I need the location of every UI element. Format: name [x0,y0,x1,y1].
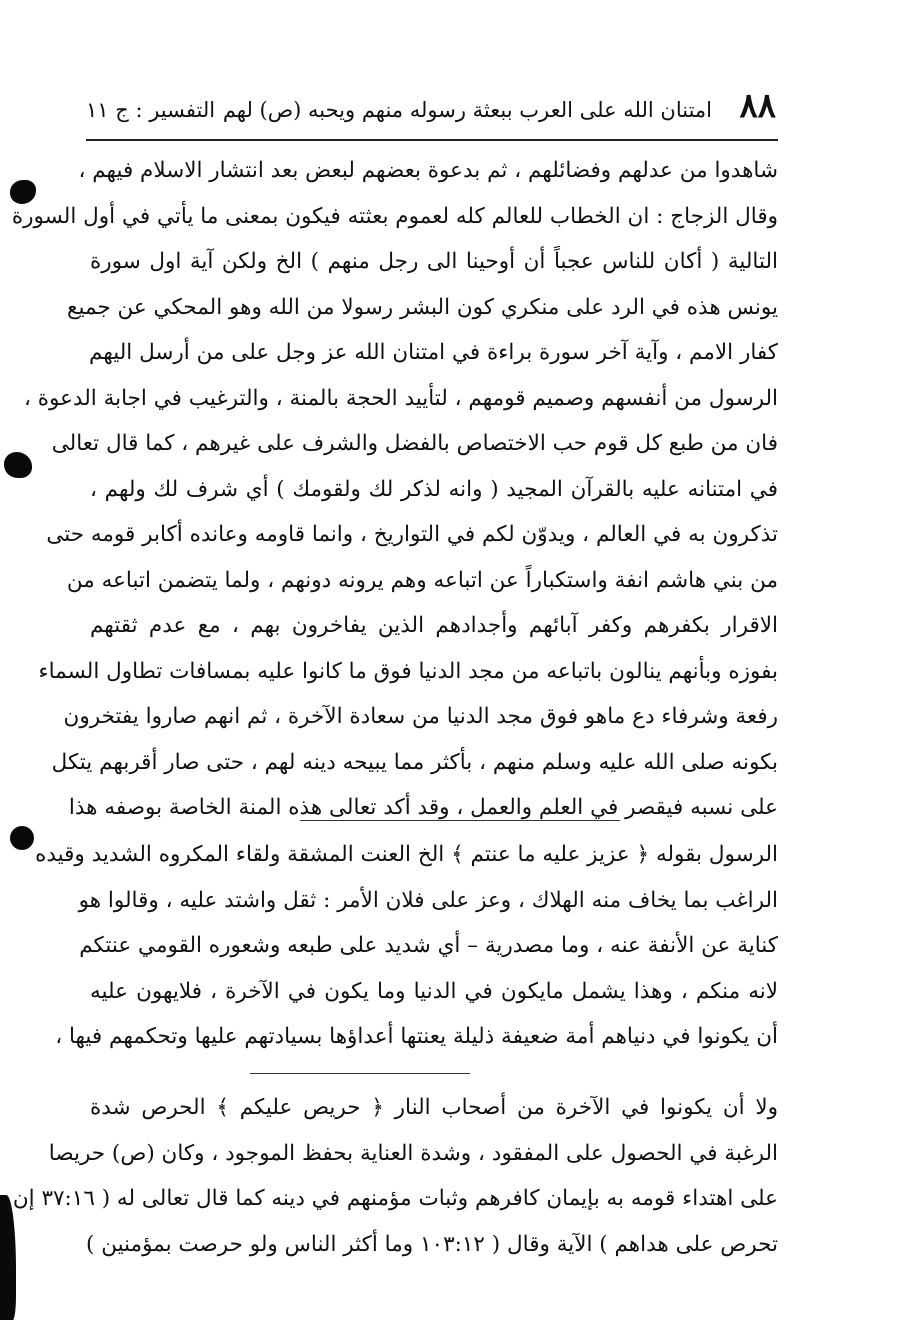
text-line: وقال الزجاج : ان الخطاب للعالم كله لعموم بعثته فيكون بمعنى ما يأتي في أول السورة [11,203,778,229]
text-line: يونس هذه في الرد على منكري كون البشر رسولا من الله وهو المحكي عن جميع [67,294,778,320]
text-block-1 [11,148,778,831]
text-line: في امتنانه عليه بالقرآن المجيد ( وانه لذكر لك ولقومك ) أي شرف لك ولهم ، [90,476,778,502]
page-header [86,88,776,132]
text-block-3 [12,1085,778,1267]
running-title: امتنان الله على العرب ببعثة رسوله منهم ويحبه (ص) لهم [222,98,712,122]
text-line: الرسول من أنفسهم وصميم قومهم ، لتأييد الحجة بالمنة ، والترغيب في اجابة الدعوة ، [23,385,778,411]
text-line: على نسبه فيقصر في العلم والعمل ، وقد أكد تعالى هذه المنة الخاصة بوصفه هذا [68,795,778,820]
text-line: من بني هاشم انفة واستكباراً عن اتباعه وهم يرونه دونهم ، ولما يتضمن اتباعه من [66,567,778,593]
text-line: الرسول بقوله ﴿ عزيز عليه ما عنتم ﴾ الخ العنت المشقة ولقاء المكروه الشديد وقيده [35,842,778,867]
ink-blot [4,452,32,478]
text-line: كفار الامم ، وآية آخر سورة براءة في امتنان الله عز وجل على من أرسل اليهم [89,340,778,365]
text-line: الراغب بما يخاف منه الهلاك ، وعز على فلان الأمر : ثقل واشتد عليه ، وقالوا هو [78,887,778,913]
text-line: التالية ( أكان للناس عجباً أن أوحينا الى رجل منهم ) الخ ولكن آية اول سورة [90,249,778,274]
text-line: تحرص على هداهم ) الآية وقال ( ١٠٣:١٢ وما أكثر الناس ولو حرصت بمؤمنين ) [85,1231,778,1257]
page-number: ٨٨ [739,86,776,126]
separator-line [300,820,620,821]
text-line: رفعة وشرفاء دع ماهو فوق مجد الدنيا من سعادة الآخرة ، ثم انهم صاروا يفتخرون [63,704,778,729]
text-line: لانه منكم ، وهذا يشمل مايكون في الدنيا وما يكون في الآخرة ، فلايهون عليه [90,978,778,1004]
text-line: الرغبة في الحصول على المفقود ، وشدة العناية بحفظ الموجود ، وكان (ص) حريصا [48,1140,778,1166]
text-line: على اهتداء قومه به بإيمان كافرهم وثبات مؤمنهم في دينه كما قال تعالى له ( ٣٧:١٦ إن [12,1186,778,1211]
text-line: بكونه صلى الله عليه وسلم منهم ، بأكثر مما يبيحه دينه لهم ، حتى صار أقربهم يتكل [51,749,778,775]
book-reference: التفسير : ج ١١ [86,98,216,122]
header-rule [86,139,778,141]
text-line: ولا أن يكونوا في الآخرة من أصحاب النار ﴿ حريص عليكم ﴾ الحرص شدة [90,1095,778,1120]
text-line: شاهدوا من عدلهم وفضائلهم ، ثم بدعوة بعضهم لبعض بعد انتشار الاسلام فيهم ، [78,158,778,183]
ink-blot [10,826,34,850]
text-line: أن يكونوا في دنياهم أمة ضعيفة ذليلة يعنتها أعداؤها بسيادتهم عليها وتحكمهم فيها ، [55,1024,778,1049]
text-line: الاقرار بكفرهم وكفر آبائهم وأجدادهم الذين يفاخرون بهم ، مع عدم ثقتهم [90,613,778,638]
text-line: بفوزه وبأنهم ينالون باتباعه من مجد الدنيا فوق ما كانوا عليه بمسافات تطاول السماء [38,658,778,684]
separator-line [250,1073,470,1074]
text-line: تذكرون به في العالم ، ويدوّن لكم في التواريخ ، وانما قاومه وعانده أكابر قومه حتى [46,522,778,547]
text-line: فان من طبع كل قوم حب الاختصاص بالفضل والشرف على غيرهم ، كما قال تعالى [51,431,778,456]
text-line: كناية عن الأنفة عنه ، وما مصدرية – أي شديد على طبعه وشعوره القومي عنتكم [79,933,778,958]
text-block-2 [35,832,778,1060]
